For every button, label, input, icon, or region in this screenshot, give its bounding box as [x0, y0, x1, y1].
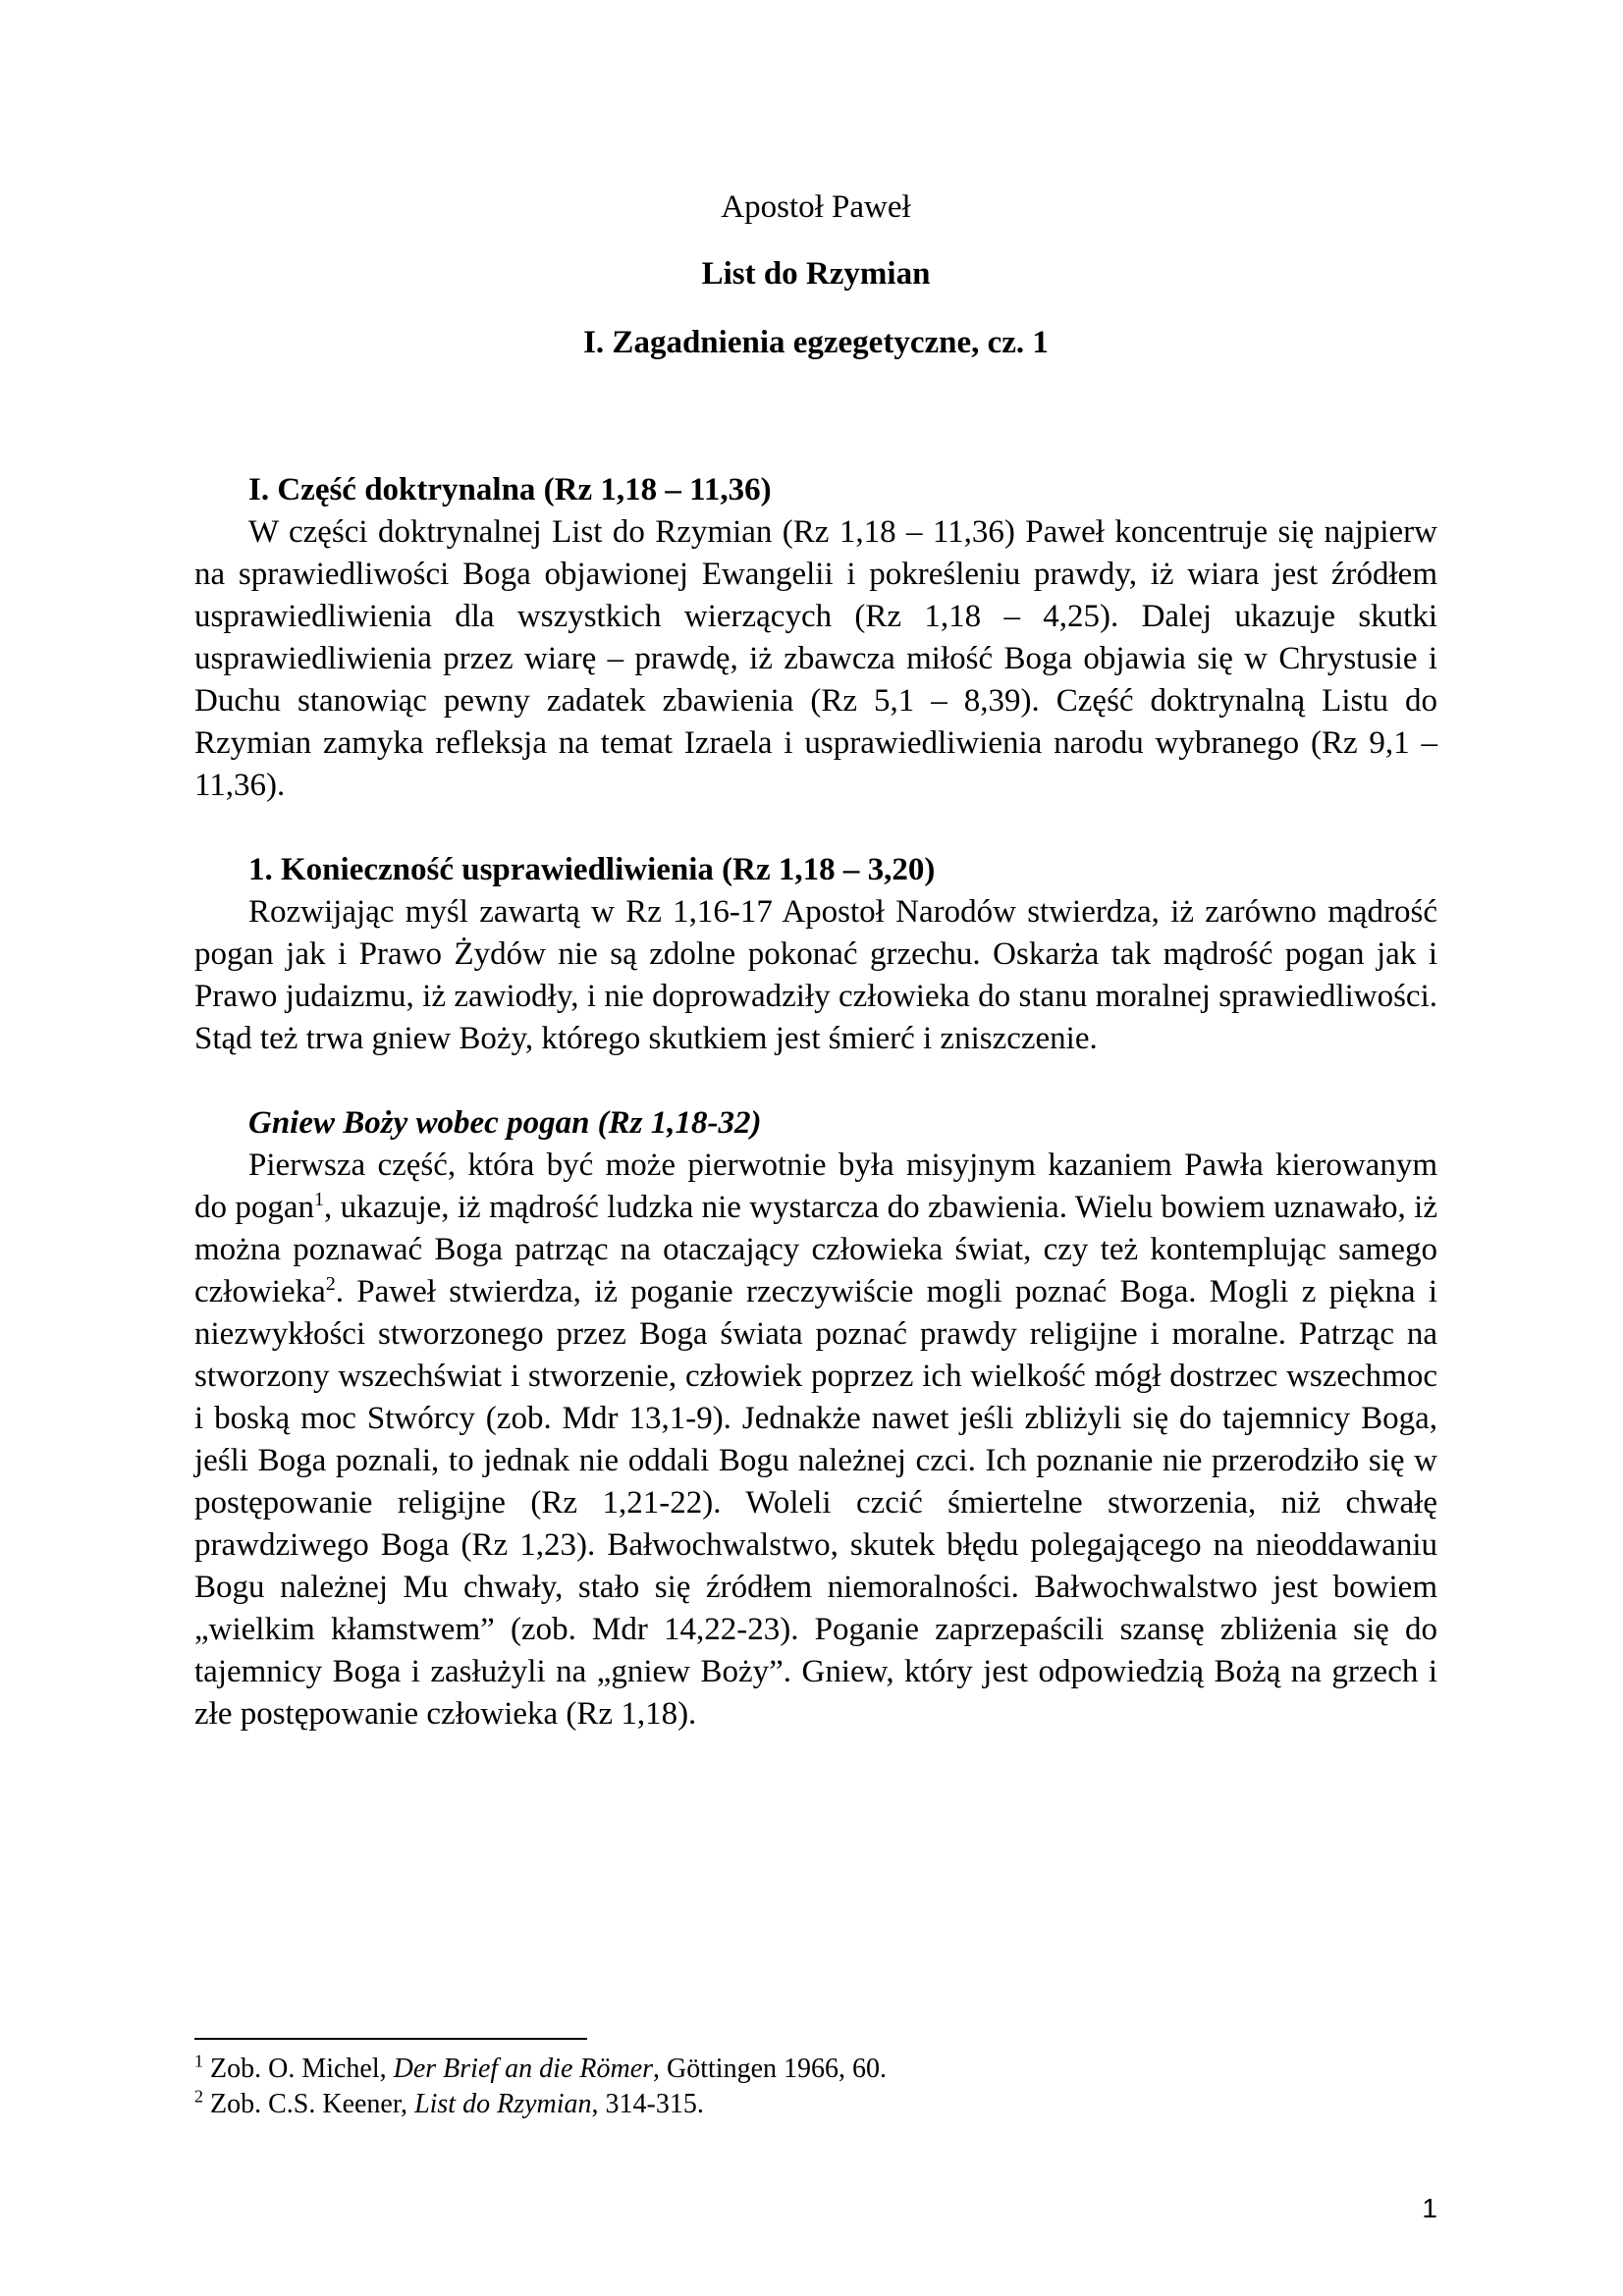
footnote-number-1: 1 — [194, 2051, 203, 2071]
footnotes — [194, 2052, 1437, 2122]
main-content — [194, 187, 1437, 1735]
paragraph-wrath-part2: , ukazuje, iż mądrość ludzka nie wystarcza do zbawienia. Wielu bowiem uznawało, iż można poznawać Boga patrząc na otaczający człowieka świat, czy też kontemplując samego człowieka — [194, 1190, 1437, 1309]
paragraph-wrath-part3: . Paweł stwierdza, iż poganie rzeczywiście mogli poznać Boga. Mogli z piękna i niezwykłości stworzonego przez Boga świata poznać prawdy religijne i moralne. Patrząc na stworzony wszechświat i stworzenie, człowiek poprzez ich wielkość mógł dostrzec wszechmoc i boską moc Stwórcy (zob. Mdr 13,1-9). Jednakże nawet jeśli zbliżyli się do tajemnicy Boga, jeśli Boga poznali, to jednak nie oddali Bogu należnej czci. Ich poznanie nie przerodziło się w postępowanie religijne (Rz 1,21-22). Woleli czcić śmiertelne stworzenia, niż chwałę prawdziwego Boga (Rz 1,23). Bałwochwalstwo, skutek błędu polegającego na nieoddawaniu Bogu należnej Mu chwały, stało się źródłem niemoralności. Bałwochwalstwo jest bowiem „wielkim kłamstwem” (zob. Mdr 14,22-23). Poganie zaprzepaścili szansę zbliżenia się do tajemnicy Boga i zasłużyli na „gniew Boży”. Gniew, który jest odpowiedzią Bożą na grzech i złe postępowanie człowieka (Rz 1,18). — [194, 1274, 1437, 1732]
footnote-2-suffix: , 314-315. — [591, 2089, 704, 2119]
document-author: Apostoł Paweł — [721, 189, 911, 225]
paragraph-wrath-part1: Pierwsza część, która być może pierwotnie była misyjnym kazaniem Pawła kierowanym do pogan — [194, 1148, 1437, 1225]
subsection-heading-wrath: Gniew Boży wobec pogan (Rz 1,18-32) — [248, 1105, 762, 1141]
page-number: 1 — [1422, 2193, 1437, 2223]
footnote-1-suffix: , Göttingen 1966, 60. — [653, 2054, 888, 2084]
footnote-ref-2[interactable]: 2 — [325, 1273, 336, 1295]
paragraph-justification: Rozwijając myśl zawartą w Rz 1,16-17 Apostoł Narodów stwierdza, iż zarówno mądrość pogan jak i Prawo Żydów nie są zdolne pokonać grzechu. Oskarża tak mądrość pogan jak i Prawo judaizmu, iż zawiodły, i nie doprowadziły człowieka do stanu moralnej sprawiedliwości. Stąd też trwa gniew Boży, którego skutkiem jest śmierć i zniszczenie. — [194, 894, 1437, 1056]
footnote-1-prefix: Zob. O. Michel, — [210, 2054, 394, 2084]
section-heading-doctrinal: I. Część doktrynalna (Rz 1,18 – 11,36) — [248, 472, 772, 507]
footnote-1 — [194, 2052, 1437, 2087]
footnote-1-title: Der Brief an die Römer — [393, 2054, 654, 2084]
paragraph-doctrinal: W części doktrynalnej List do Rzymian (Rz 1,18 – 11,36) Paweł koncentruje się najpierw na sprawiedliwości Boga objawionej Ewangelii i pokreśleniu prawdy, iż wiara jest źródłem usprawiedliwienia dla wszystkich wierzących (Rz 1,18 – 4,25). Dalej ukazuje skutki usprawiedliwienia przez wiarę – prawdę, iż zbawcza miłość Boga objawia się w Chrystusie i Duchu stanowiąc pewny zadatek zbawienia (Rz 5,1 – 8,39). Część doktrynalną Listu do Rzymian zamyka refleksja na temat Izraela i usprawiedliwienia narodu wybranego (Rz 9,1 – 11,36). — [194, 514, 1437, 803]
document-subtitle: I. Zagadnienia egzegetyczne, cz. 1 — [583, 325, 1049, 360]
paragraph-wrath — [194, 1145, 1437, 1735]
footnote-2-title: List do Rzymian — [414, 2089, 592, 2119]
section-heading-justification: 1. Konieczność usprawiedliwienia (Rz 1,18 – 3,20) — [248, 852, 936, 887]
footnote-2-prefix: Zob. C.S. Keener, — [210, 2089, 415, 2119]
footnote-separator — [194, 2038, 587, 2040]
document-title: List do Rzymian — [701, 256, 931, 292]
footnote-2 — [194, 2087, 1437, 2122]
footnote-ref-1[interactable]: 1 — [314, 1189, 325, 1210]
footnote-number-2: 2 — [194, 2086, 203, 2107]
